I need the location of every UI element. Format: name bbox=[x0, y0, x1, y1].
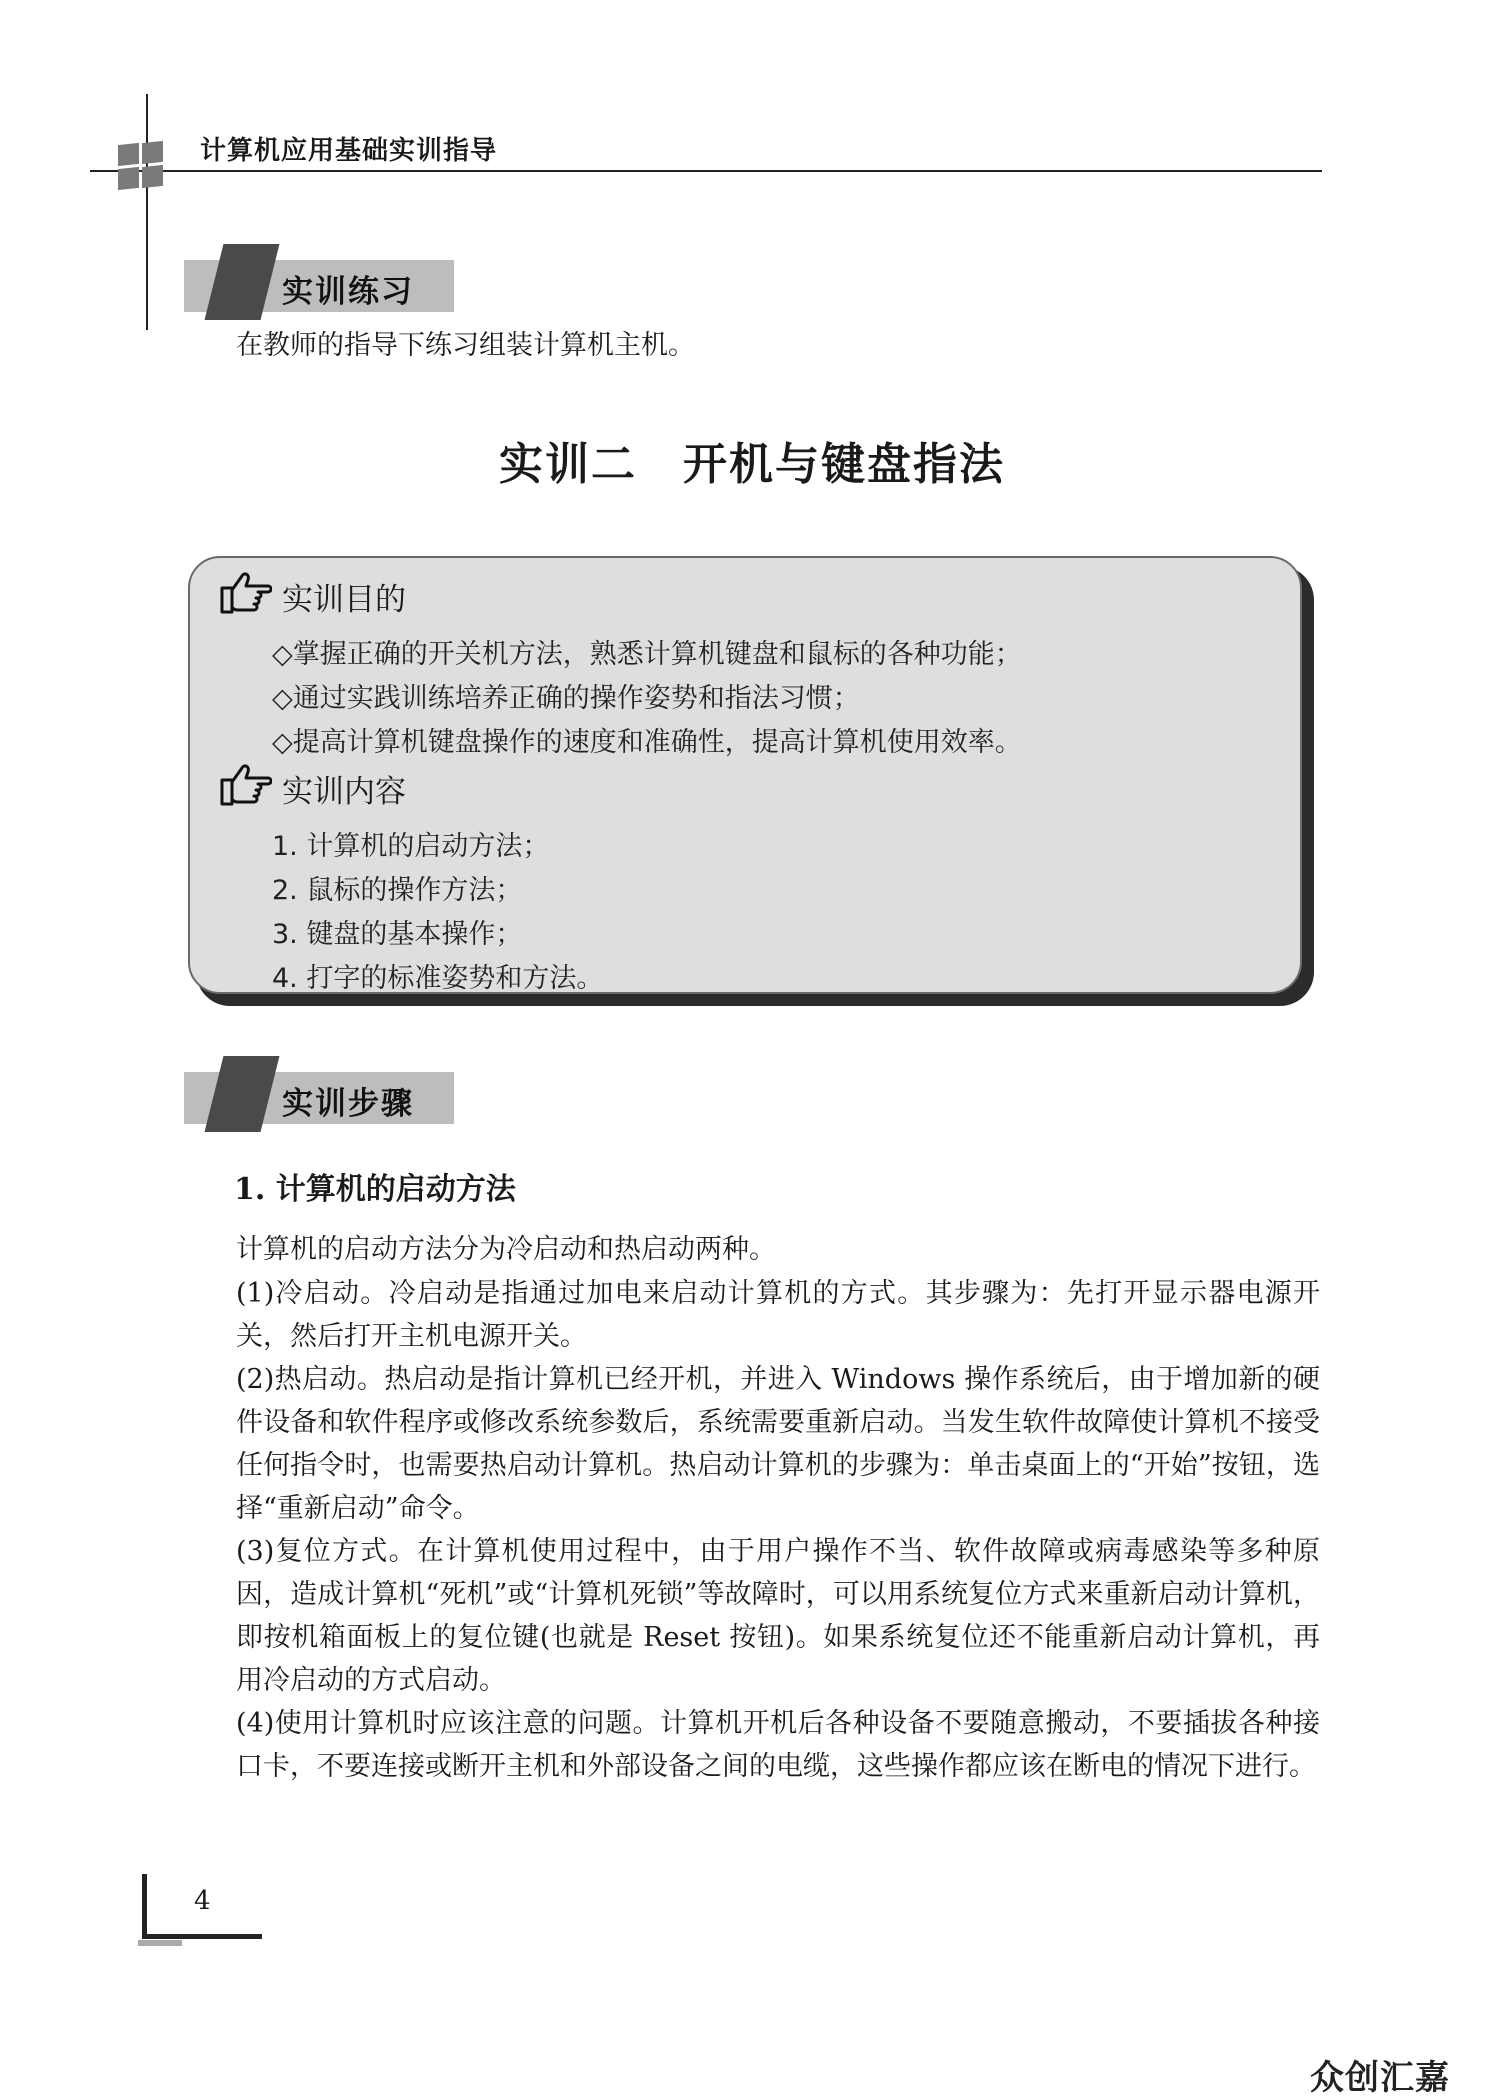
practice-section-ribbon bbox=[184, 244, 454, 318]
goal-item-2: ◇通过实践训练培养正确的操作姿势和指法习惯； bbox=[272, 683, 860, 714]
pointing-hand-icon bbox=[218, 570, 272, 616]
practice-label: 实训练习 bbox=[282, 274, 414, 310]
paragraph-2: (1)冷启动。冷启动是指通过加电来启动计算机的方式。其步骤为：先打开显示器电源开关，然后打开主机电源开关。 bbox=[236, 1278, 1320, 1352]
chapter-title bbox=[0, 428, 1504, 492]
windows-logo-icon bbox=[118, 140, 168, 190]
content-item-3: 3. 键盘的基本操作； bbox=[272, 919, 523, 950]
steps-label: 实训步骤 bbox=[282, 1086, 414, 1122]
book-title: 计算机应用基础实训指导 bbox=[200, 136, 498, 166]
watermark-text: 众创汇嘉 bbox=[1310, 2058, 1450, 2098]
page-corner-shadow bbox=[138, 1940, 182, 1946]
content-heading: 实训内容 bbox=[282, 774, 406, 810]
paragraph-3: (2)热启动。热启动是指计算机已经开机，并进入 Windows 操作系统后，由于增加新的硬件设备和软件程序或修改系统参数后，系统需要重新启动。当发生软件故障使计算机不接受任何指令时，也需要热启动计算机。热启动计算机的步骤为：单击桌面上的“开始”按钮，选择“重新启动”命令。 bbox=[236, 1364, 1320, 1524]
practice-text: 在教师的指导下练习组装计算机主机。 bbox=[236, 330, 695, 361]
goal-item-3: ◇提高计算机键盘操作的速度和准确性，提高计算机使用效率。 bbox=[272, 727, 1022, 758]
header-vertical-rule bbox=[146, 94, 148, 330]
chapter-name: 开机与键盘指法 bbox=[683, 439, 1005, 490]
page-corner-horizontal bbox=[142, 1934, 262, 1939]
paragraph-4: (3)复位方式。在计算机使用过程中，由于用户操作不当、软件故障或病毒感染等多种原因，造成计算机“死机”或“计算机死锁”等故障时，可以用系统复位方式来重新启动计算机，即按机箱面板上的复位键(也就是 Reset 按钮)。如果系统复位还不能重新启动计算机，再用冷启动的方式启动。 bbox=[236, 1536, 1320, 1696]
paragraph-5: (4)使用计算机时应该注意的问题。计算机开机后各种设备不要随意搬动，不要插拔各种接口卡，不要连接或断开主机和外部设备之间的电缆，这些操作都应该在断电的情况下进行。 bbox=[236, 1708, 1320, 1782]
header-horizontal-rule bbox=[90, 170, 1322, 172]
sub-heading: 1. 计算机的启动方法 bbox=[234, 1172, 516, 1207]
chapter-number: 实训二 bbox=[499, 439, 637, 490]
content-item-2: 2. 鼠标的操作方法； bbox=[272, 875, 523, 906]
goal-heading: 实训目的 bbox=[282, 582, 406, 618]
page-corner-vertical bbox=[142, 1874, 147, 1938]
content-item-1: 1. 计算机的启动方法； bbox=[272, 831, 550, 862]
paragraph-1: 计算机的启动方法分为冷启动和热启动两种。 bbox=[236, 1234, 776, 1265]
steps-section-ribbon bbox=[184, 1056, 454, 1130]
pointing-hand-icon bbox=[218, 762, 272, 808]
content-item-4: 4. 打字的标准姿势和方法。 bbox=[272, 963, 604, 994]
page-number: 4 bbox=[194, 1886, 211, 1916]
goal-item-1: ◇掌握正确的开关机方法，熟悉计算机键盘和鼠标的各种功能； bbox=[272, 639, 1022, 670]
